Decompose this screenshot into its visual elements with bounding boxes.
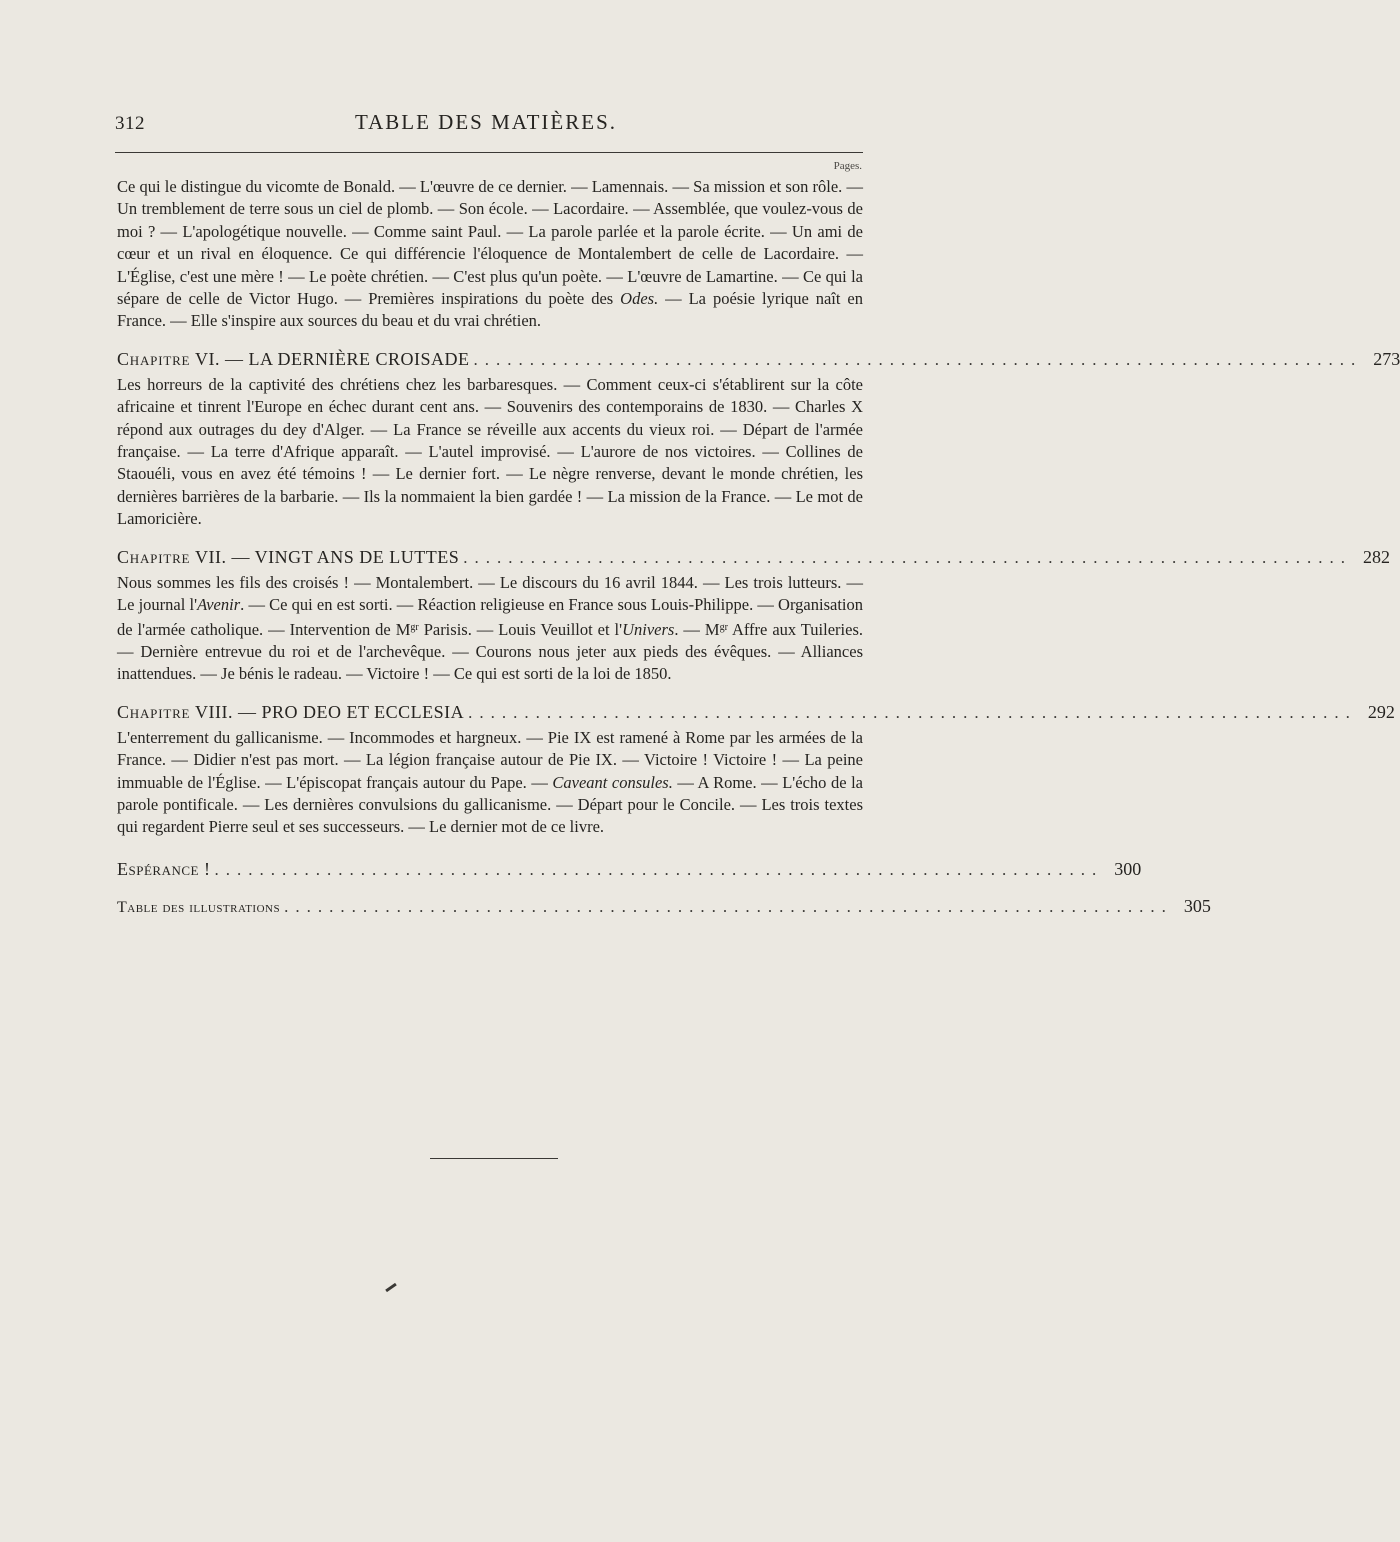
chapter-8-italic: Caveant consules. <box>552 772 673 792</box>
chapter-7-summary-b: . — Ce qui en est sorti. — Réaction religieuse en France sous Louis-Philippe. — Organisation de l'armée catholique. — Intervention de M <box>117 595 863 639</box>
ink-smudge <box>385 1283 397 1292</box>
toc-entry-table-des-illustrations[interactable] <box>117 895 1211 917</box>
intro-summary-text-1: Ce qui le distingue du vicomte de Bonald. — L'œuvre de ce dernier. — Lamennais. — Sa mission et son rôle. — Un tremblement de terre sous un ciel de plomb. — Son école. — Lacordaire. — Assemblée, que voulez-vous de moi ? — L'apologétique nouvelle. — Comme saint Paul. — La parole parlée et la parole écrite. — Un ami de cœur et un rival en éloquence. Ce qui différencie l'éloquence de Montalembert de celle de Lacordaire. — L'Église, c'est une mère ! — Le poète chrétien. — C'est plus qu'un poète. — L'œuvre de Lamartine. — Ce qui la sépare de celle de Victor Hugo. — Premières inspirations du poète des <box>117 177 863 309</box>
illustrations-page: 305 <box>1183 895 1211 916</box>
chapter-8-summary <box>117 727 863 839</box>
chapter-7-summary-c: Parisis. — Louis Veuillot et l' <box>418 619 623 639</box>
dot-leader: ............................................................................... <box>473 349 1363 369</box>
toc-entry-esperance[interactable] <box>117 858 1142 880</box>
chapter-7-sup-b: gr <box>719 621 728 633</box>
toc-entry-chapter-6[interactable] <box>117 348 1400 370</box>
chapter-6-summary: Les horreurs de la captivité des chrétiens chez les barbaresques. — Comment ceux-ci s'établirent sur la côte africaine et tinrent l'Europe en échec durant cent ans. — Souvenirs des contemporains de 1830. — Charles X répond aux outrages du dey d'Alger. — La France se réveille aux accents du vieux roi. — Départ de l'armée française. — La terre d'Afrique apparaît. — L'autel improvisé. — L'aurore de nos victoires. — Collines de Staouéli, vous en avez été témoins ! — Le dernier fort. — Le nègre renverse, devant le monde chrétien, les dernières barrières de la barbarie. — Ils la nommaient la bien gardée ! — La mission de la France. — Le mot de Lamoricière. <box>117 374 863 529</box>
chapter-8-heading <box>117 702 464 723</box>
running-title: TABLE DES MATIÈRES. <box>354 110 618 134</box>
chapter-7-heading <box>117 547 459 568</box>
dot-leader: ............................................................................... <box>463 547 1353 567</box>
dot-leader: ............................................................................... <box>284 896 1173 916</box>
chapter-7-title: VII. — VINGT ANS DE LUTTES <box>190 546 460 567</box>
esperance-page: 300 <box>1114 858 1142 879</box>
chapter-8-keyword: Chapitre <box>117 701 191 722</box>
toc-entry-chapter-7[interactable] <box>117 546 1391 568</box>
chapter-7-summary-d: . — M <box>674 619 720 639</box>
chapter-6-title: VI. — LA DERNIÈRE CROISADE <box>190 348 470 369</box>
illustrations-label: Table des illustrations <box>117 898 281 916</box>
chapter-7-italic-b: Univers <box>622 619 675 639</box>
dot-leader: ............................................................................... <box>214 859 1104 879</box>
toc-entry-chapter-8[interactable] <box>117 701 1395 723</box>
chapter-6-page: 273 <box>1373 348 1400 369</box>
chapter-8-page: 292 <box>1367 701 1395 722</box>
chapter-7-sup-a: gr <box>410 621 419 633</box>
page-number: 312 <box>115 113 145 134</box>
end-rule <box>430 1158 558 1159</box>
dot-leader: ............................................................................... <box>468 702 1357 722</box>
table-of-contents <box>117 176 1400 917</box>
chapter-6-keyword: Chapitre <box>117 348 191 369</box>
chapter-7-summary <box>117 572 863 686</box>
chapter-7-page: 282 <box>1363 546 1391 567</box>
chapter-6-heading <box>117 349 469 370</box>
chapter-8-summary-a: L'enterrement du gallicanisme. — Incommodes et hargneux. — Pie IX est ramené à Rome par les armées de la France. — Didier n'est pas mort. — La légion française autour de Pie IX. — Victoire ! Victoire ! — La peine immuable de l'Église. — L'épiscopat français autour du Pape. — <box>117 727 863 792</box>
intro-summary-italic: Odes. <box>620 289 659 309</box>
chapter-7-summary-a: Nous sommes les fils des croisés ! — Montalembert. — Le discours du 16 avril 1844. — Les trois lutteurs. — Le journal l' <box>117 572 863 615</box>
chapter-8-title: VIII. — PRO DEO ET ECCLESIA <box>190 701 465 722</box>
header-rule <box>115 152 863 153</box>
esperance-label: Espérance ! <box>117 858 211 879</box>
chapter-7-summary-e: Affre aux Tuileries. — Dernière entrevue du roi et de l'archevêque. — Courons nous jeter aux pieds des évêques. — Alliances inattendues. — Je bénis le radeau. — Victoire ! — Ce qui est sorti de la loi de 1850. <box>117 619 863 684</box>
intro-summary <box>117 176 863 333</box>
chapter-7-italic-a: Avenir <box>197 595 241 615</box>
intro-summary-text-2: — La poésie lyrique naît en France. — Elle s'inspire aux sources du beau et du vrai chrétien. <box>117 289 863 331</box>
chapter-8-summary-b: — A Rome. — L'écho de la parole pontificale. — Les dernières convulsions du gallicanisme. — Départ pour le Concile. — Les trois textes qui regardent Pierre seul et ses successeurs. — Le dernier mot de ce livre. <box>117 772 863 837</box>
pages-column-label: Pages. <box>833 160 862 172</box>
chapter-7-keyword: Chapitre <box>117 546 191 567</box>
